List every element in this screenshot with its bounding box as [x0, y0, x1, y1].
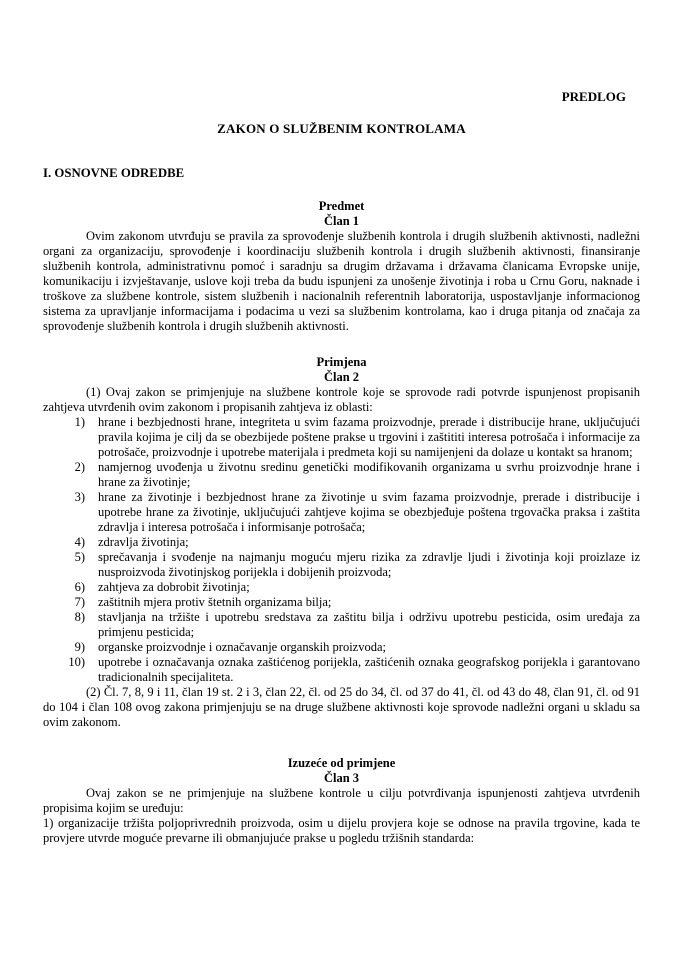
list-item-text: zaštitnih mjera protiv štetnih organizama bilja; — [98, 595, 332, 609]
list-item-text: hrane i bezbjednosti hrane, integriteta u svim fazama proizvodnje, prerade i distribucije hrane, uključujući pravila kojima je cilj da se obezbijede poštene prakse u trgovini i zaštititi interesa potrošača i informacije za potrošače, proizvodnje i upotrebe materijala i predmeta koji su namijenjeni da dolaze u kontakt sa hranom; — [98, 415, 640, 459]
list-item-text: namjernog uvođenja u životnu sredinu genetički modifikovanih organizama u svrhu proizvodnje hrane i hrane za životinje; — [98, 460, 640, 489]
list-item-number: 9) — [74, 640, 85, 654]
chapter-heading: I. OSNOVNE ODREDBE — [43, 166, 185, 180]
list-item-number: 2) — [74, 460, 85, 474]
article3-paragraph-1: Ovaj zakon se ne primjenjuje na službene kontrole u cilju potvrđivanja ispunjenosti zahtjeva utvrđenih propisima kojim se uređuju: — [43, 786, 640, 815]
list-item — [43, 535, 640, 550]
list-item — [43, 490, 640, 535]
list-item-number: 6) — [74, 580, 85, 594]
list-item-text: stavljanja na tržište i upotrebu sredstava za zaštitu bilja i održivu upotrebu pesticida, osim uređaja za primjenu pesticida; — [98, 610, 640, 639]
article3-paragraph-2: 1) organizacije tržišta poljoprivrednih proizvoda, osim u dijelu provjera koje se odnose na pravila trgovine, kada te provjere utvrde moguće prevarne ili obmanjujuće prakse u pogledu tržišnih standarda: — [43, 816, 640, 845]
list-item-number: 7) — [74, 595, 85, 609]
list-item — [43, 580, 640, 595]
article2-number: Član 2 — [323, 370, 360, 384]
list-item — [43, 595, 640, 610]
list-item — [43, 415, 640, 460]
article3-subject: Izuzeće od primjene — [287, 756, 396, 770]
list-item — [43, 640, 640, 655]
article3-heading — [43, 756, 640, 786]
article1-number: Član 1 — [323, 214, 360, 228]
document-title: ZAKON O SLUŽBENIM KONTROLAMA — [217, 121, 466, 136]
list-item-text: sprečavanja i svođenje na najmanju moguću mjeru rizika za zdravlje ljudi i životinja koji proizlaze iz nusproizvoda životinjskog porijekla i dobijenih proizvoda; — [98, 550, 640, 579]
list-item-number: 4) — [74, 535, 85, 549]
article1-subject: Predmet — [318, 199, 365, 213]
article1-paragraph-1: Ovim zakonom utvrđuju se pravila za sprovođenje službenih kontrola i drugih službenih aktivnosti, nadležni organi za organizaciju, sprovođenje i koordinaciju službenih kontrola i drugih službenih aktivnosti, finansiranje službenih kontrola, administrativnu pomoć i saradnju sa drugim državama i državama članicama Evropske unije, komunikaciju i izvještavanje, uslove koji treba da budu ispunjeni za unošenje životinja i roba u Crnu Goru, naknade i troškove za službene kontrole, sistem službenih i nacionalnih referentnih laboratorija, uspostavljanje informacionog sistema za upravljanje informacijama i podacima u vezi sa službenim kontrolama, kao i druga pitanja od značaja za sprovođenje službenih kontrola i drugih službenih aktivnosti. — [43, 229, 640, 333]
list-item-number: 10) — [68, 655, 85, 669]
list-item-text: zahtjeva za dobrobit životinja; — [98, 580, 250, 594]
list-item-number: 8) — [74, 610, 85, 624]
article2-heading — [43, 355, 640, 385]
article2-subject: Primjena — [316, 355, 367, 369]
list-item-text: hrane za životinje i bezbjednost hrane za životinje u svim fazama proizvodnje, prerade i distribucije i upotrebe hrane za životinje, uključujući zahtjeve kojima se obezbjeđuje poštena trgovačka praksa i zaštita zdravlja i interesa potrošača i informisanje potrošača; — [98, 490, 640, 534]
list-item-number: 5) — [74, 550, 85, 564]
document-status-tag: PREDLOG — [561, 89, 626, 104]
list-item — [43, 610, 640, 640]
list-item-number: 1) — [74, 415, 85, 429]
list-item-text: zdravlja životinja; — [98, 535, 189, 549]
list-item-text: upotrebe i označavanja oznaka zaštićenog porijekla, zaštićenih oznaka geografskog porijekla i garantovano tradicionalnih specijaliteta. — [98, 655, 640, 684]
article2-item-list — [43, 415, 640, 685]
list-item — [43, 460, 640, 490]
list-item-text: organske proizvodnje i označavanje organskih proizvoda; — [98, 640, 386, 654]
list-item-number: 3) — [74, 490, 85, 504]
list-item — [43, 550, 640, 580]
article2-paragraph-1: (1) Ovaj zakon se primjenjuje na službene kontrole koje se sprovode radi potvrde ispunjenost propisanih zahtjeva utvrđenih ovim zakonom i propisanih zahtjeva iz oblasti: — [43, 385, 640, 414]
article2-paragraph-2: (2) Čl. 7, 8, 9 i 11, član 19 st. 2 i 3, član 22, čl. od 25 do 34, čl. od 37 do 41, čl. od 43 do 48, član 91, čl. od 91 do 104 i član 108 ovog zakona primjenjuju se na druge službene aktivnosti koje sprovode nadležni organi u skladu sa ovim zakonom. — [43, 685, 640, 729]
article3-number: Član 3 — [323, 771, 360, 785]
list-item — [43, 655, 640, 685]
article1-heading — [43, 199, 640, 229]
